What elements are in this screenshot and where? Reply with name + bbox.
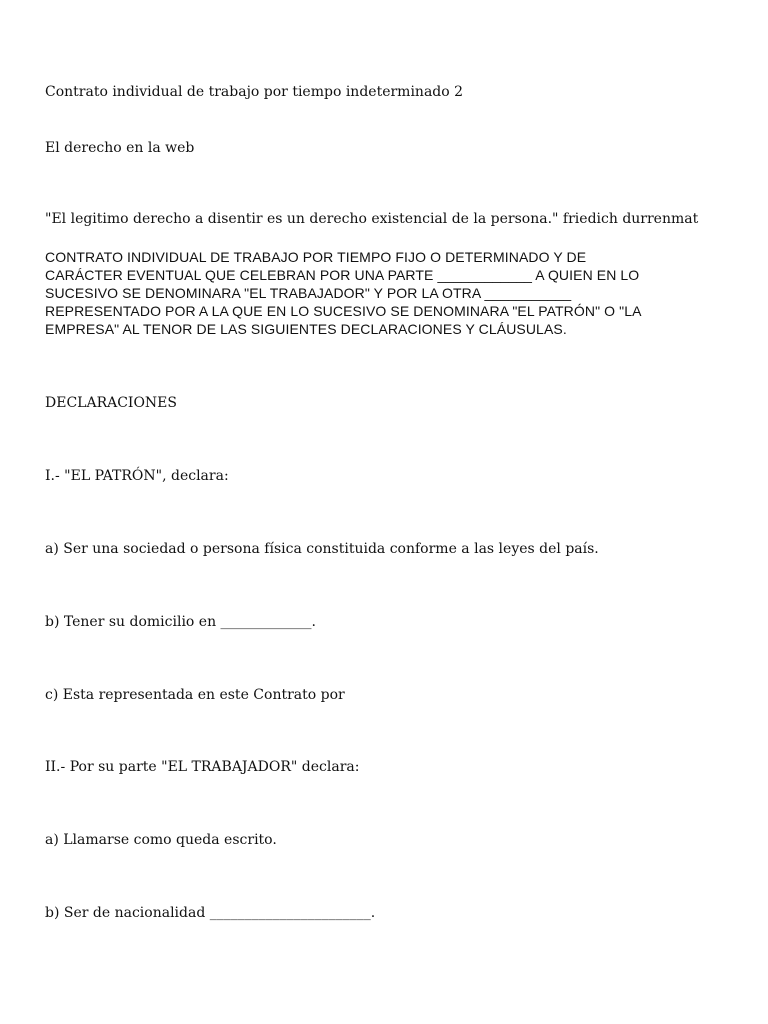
declarations-heading: DECLARACIONES bbox=[45, 395, 177, 411]
preamble-line: CONTRATO INDIVIDUAL DE TRABAJO POR TIEMPO FIJO O DETERMINADO Y DE bbox=[45, 249, 587, 265]
clause-i-c: c) Esta representada en este Contrato por bbox=[45, 687, 345, 703]
document-subtitle: El derecho en la web bbox=[45, 140, 195, 156]
section-i-heading: I.- "EL PATRÓN", declara: bbox=[45, 468, 229, 484]
preamble-line: CARÁCTER EVENTUAL QUE CELEBRAN POR UNA PARTE ____________ A QUIEN EN LO bbox=[45, 267, 640, 283]
preamble-line: REPRESENTADO POR A LA QUE EN LO SUCESIVO SE DENOMINARA "EL PATRÓN" O "LA bbox=[45, 303, 642, 319]
clause-ii-b: b) Ser de nacionalidad _______________________. bbox=[45, 905, 376, 921]
clause-ii-a: a) Llamarse como queda escrito. bbox=[45, 832, 277, 848]
preamble-line: SUCESIVO SE DENOMINARA "EL TRABAJADOR" Y POR LA OTRA ___________ bbox=[45, 285, 572, 301]
clause-i-a: a) Ser una sociedad o persona física constituida conforme a las leyes del país. bbox=[45, 541, 599, 557]
clause-i-b: b) Tener su domicilio en _____________. bbox=[45, 614, 317, 630]
document-title: Contrato individual de trabajo por tiempo indeterminado 2 bbox=[45, 84, 464, 100]
section-ii-heading: II.- Por su parte "EL TRABAJADOR" declara: bbox=[45, 759, 360, 775]
preamble-line: EMPRESA" AL TENOR DE LAS SIGUIENTES DECLARACIONES Y CLÁUSULAS. bbox=[45, 321, 567, 337]
epigraph-quote: "El legitimo derecho a disentir es un derecho existencial de la persona." friedich durrenmat bbox=[45, 211, 699, 227]
contract-preamble bbox=[45, 248, 725, 338]
